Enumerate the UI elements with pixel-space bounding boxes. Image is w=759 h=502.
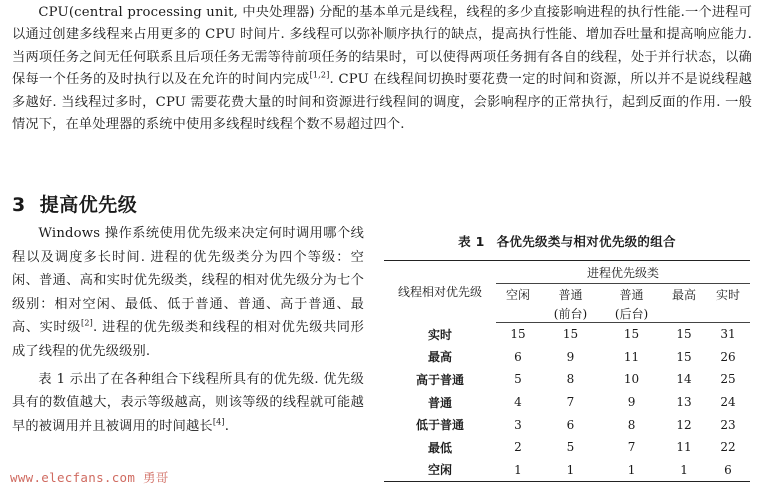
table-cell: 6 xyxy=(566,417,575,432)
section-number: 3 xyxy=(12,194,26,216)
table-row xyxy=(384,323,750,346)
row-label: 最低 xyxy=(427,440,452,455)
group-header: 进程优先级类 xyxy=(496,261,750,284)
body-p2-text-b: . xyxy=(224,418,230,434)
table-cell: 31 xyxy=(720,327,736,342)
table-row xyxy=(384,459,750,482)
table-cell: 7 xyxy=(566,395,575,410)
column-header-sub: (前台) xyxy=(553,307,588,321)
row-label: 低于普通 xyxy=(415,418,464,433)
table-cell: 6 xyxy=(706,459,750,482)
table-cell: 8 xyxy=(627,417,636,432)
table-cell: 1 xyxy=(540,459,601,482)
row-label: 实时 xyxy=(427,327,452,342)
table-cell: 7 xyxy=(627,440,636,455)
table-cell: 4 xyxy=(514,395,522,410)
table-cell: 1 xyxy=(496,459,540,482)
column-header-main: 普通 xyxy=(619,288,644,302)
table-cell: 23 xyxy=(720,417,736,432)
table-cell: 13 xyxy=(676,395,692,410)
table-row xyxy=(384,368,750,391)
table-cell: 6 xyxy=(514,349,522,364)
row-label: 普通 xyxy=(427,395,452,410)
column-header-main: 最高 xyxy=(672,288,697,302)
table-cell: 5 xyxy=(514,372,522,387)
column-header xyxy=(662,284,706,323)
table-cell: 11 xyxy=(623,349,640,364)
table-cell: 11 xyxy=(676,440,692,455)
citation-4: [4] xyxy=(212,417,225,427)
table-cell: 10 xyxy=(623,372,640,387)
column-header xyxy=(540,284,601,323)
column-header-main: 普通 xyxy=(558,288,583,302)
column-header xyxy=(601,284,662,323)
body-p2-text-a: 表 1 示出了在各种组合下线程所具有的优先级. 优先级具有的数值越大，表示等级越高，则该等级的线程就可能越早的被调用并且被调用的时间越长 xyxy=(12,371,364,434)
body-column xyxy=(12,222,364,442)
body-p1-text-a: Windows 操作系统使用优先级来决定何时调用哪个线程以及调度多长时间. 进程的优先级类分为四个等级：空闲、普通、高和实时优先级类，线程的相对优先级分为七个级别：相对空闲、最低、低于普通、普通、高于普通、最高、实时级 xyxy=(12,226,364,336)
column-header-main: 空闲 xyxy=(505,288,530,302)
table-cell: 25 xyxy=(720,372,736,387)
table-cell: 15 xyxy=(676,349,692,364)
table-cell: 1 xyxy=(662,459,706,482)
column-header-main: 实时 xyxy=(715,288,740,302)
intro-paragraph xyxy=(12,2,752,136)
table-cell: 12 xyxy=(676,417,692,432)
table-block xyxy=(384,232,750,482)
body-p1-text-b: . 进程的优先级类和线程的相对优先级共同形成了线程的优先级级别. xyxy=(12,320,364,359)
priority-table xyxy=(384,260,750,482)
table-cell: 1 xyxy=(601,459,662,482)
table-cell: 15 xyxy=(623,327,640,342)
table-cell: 15 xyxy=(562,327,579,342)
section-title: 提高优先级 xyxy=(39,194,138,216)
row-label: 最高 xyxy=(427,350,452,365)
table-cell: 15 xyxy=(510,327,526,342)
table-cell: 14 xyxy=(676,372,692,387)
column-header-sub: (后台) xyxy=(614,307,649,321)
table-title: 各优先级类与相对优先级的组合 xyxy=(496,234,676,249)
table-number: 表 1 xyxy=(458,234,485,249)
citation-1-2: [1,2] xyxy=(309,70,330,80)
table-row xyxy=(384,436,750,459)
table-cell: 5 xyxy=(566,440,575,455)
body-paragraph-1 xyxy=(12,222,364,364)
table-cell: 3 xyxy=(514,417,522,432)
citation-2: [2] xyxy=(81,318,93,328)
table-cell: 9 xyxy=(566,349,575,364)
table-row xyxy=(384,413,750,436)
table-cell: 26 xyxy=(720,349,736,364)
table-row xyxy=(384,391,750,414)
column-header xyxy=(706,284,750,323)
table-cell: 15 xyxy=(676,327,692,342)
column-header xyxy=(496,284,540,323)
row-label: 高于普通 xyxy=(415,372,464,387)
row-label: 空闲 xyxy=(384,459,496,482)
section-heading xyxy=(12,190,137,217)
intro-text-b: . CPU 在线程间切换时要花费一定的时间和资源，所以并不是说线程越多越好. 当线程过多时，CPU 需要花费大量的时间和资源进行线程间的调度，会影响程序的正常执行，起到反面的作用. 一般情况下，在单处理器的系统中使用多线程时线程个数不易超过四个. xyxy=(12,72,752,133)
table-cell: 2 xyxy=(514,440,522,455)
table-cell: 22 xyxy=(720,440,736,455)
watermark: www.elecfans.com 勇哥 xyxy=(10,470,169,485)
table-row xyxy=(384,346,750,369)
table-cell: 24 xyxy=(720,395,736,410)
table-caption xyxy=(384,232,750,250)
table-cell: 9 xyxy=(627,395,636,410)
intro-text-a: CPU(central processing unit, 中央处理器) 分配的基本单元是线程，线程的多少直接影响进程的执行性能.一个进程可以通过创建多线程来占用更多的 CPU 时间片. 多线程可以弥补顺序执行的缺点，提高执行性能、增加吞吐量和提高响应能力. 当两项任务之间无任何联系且后项任务无需等待前项任务的结果时，可以使得两项任务拥有各自的线程，处于并行状态，以确保每一个任务的及时执行以及在允许的时间内完成 xyxy=(12,5,752,88)
table-cell: 8 xyxy=(566,372,575,387)
row-header: 线程相对优先级 xyxy=(384,261,496,323)
body-paragraph-2 xyxy=(12,368,364,439)
